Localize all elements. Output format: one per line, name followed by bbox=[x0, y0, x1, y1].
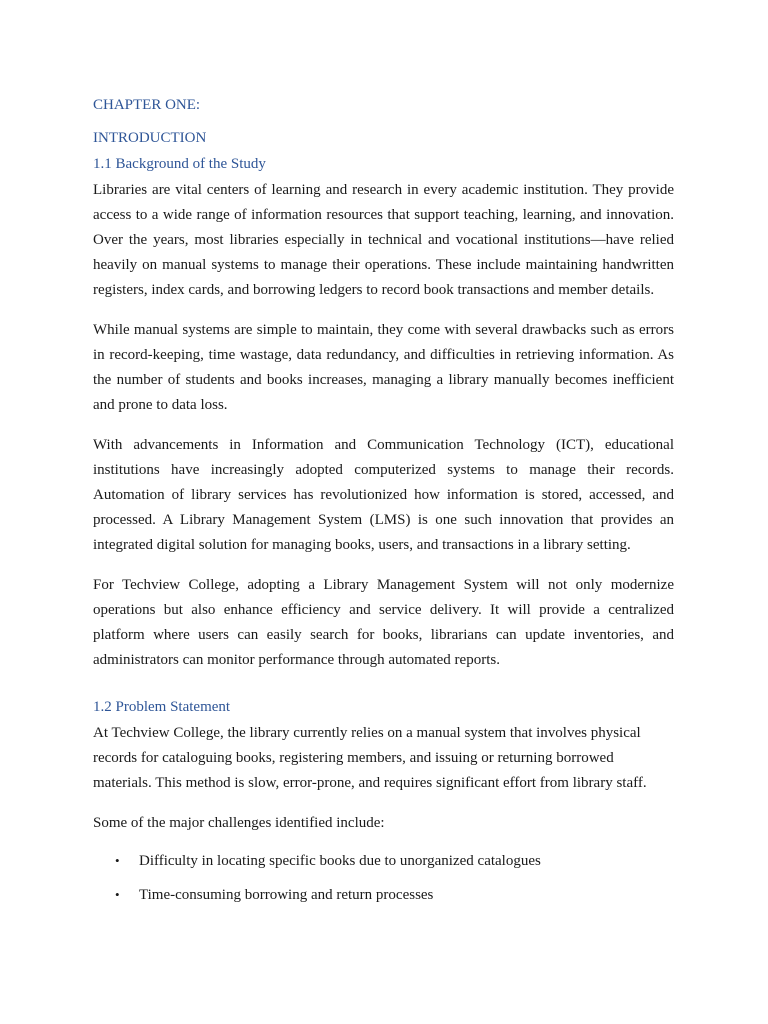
list-item-text: Difficulty in locating specific books due to unorganized catalogues bbox=[139, 853, 541, 869]
section-heading-problem-statement: 1.2 Problem Statement bbox=[93, 699, 231, 715]
bullet-icon: • bbox=[115, 887, 120, 902]
paragraph: With advancements in Information and Communication Technology (ICT), educational institutions have increasingly adopted computerized systems to manage their records. Automation of library services has revolutionized how information is stored, accessed, and processed. A Library Management System (LMS) is one such innovation that provides an integrated digital solution for managing books, users, and transactions in a library setting. bbox=[93, 437, 674, 553]
paragraph: At Techview College, the library currently relies on a manual system that involves physical records for cataloguing books, registering members, and issuing or returning borrowed materials. This method is slow, error-prone, and requires significant effort from library staff. bbox=[93, 725, 647, 791]
list-item bbox=[93, 885, 674, 905]
document-page bbox=[93, 95, 674, 919]
list-item-text: Time-consuming borrowing and return processes bbox=[139, 887, 434, 903]
paragraph: While manual systems are simple to maintain, they come with several drawbacks such as errors in record-keeping, time wastage, data redundancy, and difficulties in retrieving information. As the number of students and books increases, managing a library manually becomes inefficient and prone to data loss. bbox=[93, 322, 674, 413]
section-heading-background: 1.1 Background of the Study bbox=[93, 156, 266, 172]
bullet-icon: • bbox=[115, 853, 120, 868]
list-item bbox=[93, 851, 674, 871]
chapter-title: INTRODUCTION bbox=[93, 130, 207, 146]
paragraph: Libraries are vital centers of learning and research in every academic institution. They provide access to a wide range of information resources that support teaching, learning, and innovation. Over the years, most libraries especially in technical and vocational institutions—have relied heavily on manual systems to manage their operations. These include maintaining handwritten registers, index cards, and borrowing ledgers to record book transactions and member details. bbox=[93, 182, 674, 298]
challenges-list bbox=[93, 851, 674, 905]
paragraph: For Techview College, adopting a Library Management System will not only modernize operations but also enhance efficiency and service delivery. It will provide a centralized platform where users can easily search for books, librarians can update inventories, and administrators can monitor performance through automated reports. bbox=[93, 577, 674, 668]
chapter-label: CHAPTER ONE: bbox=[93, 97, 201, 113]
paragraph: Some of the major challenges identified include: bbox=[93, 815, 385, 831]
